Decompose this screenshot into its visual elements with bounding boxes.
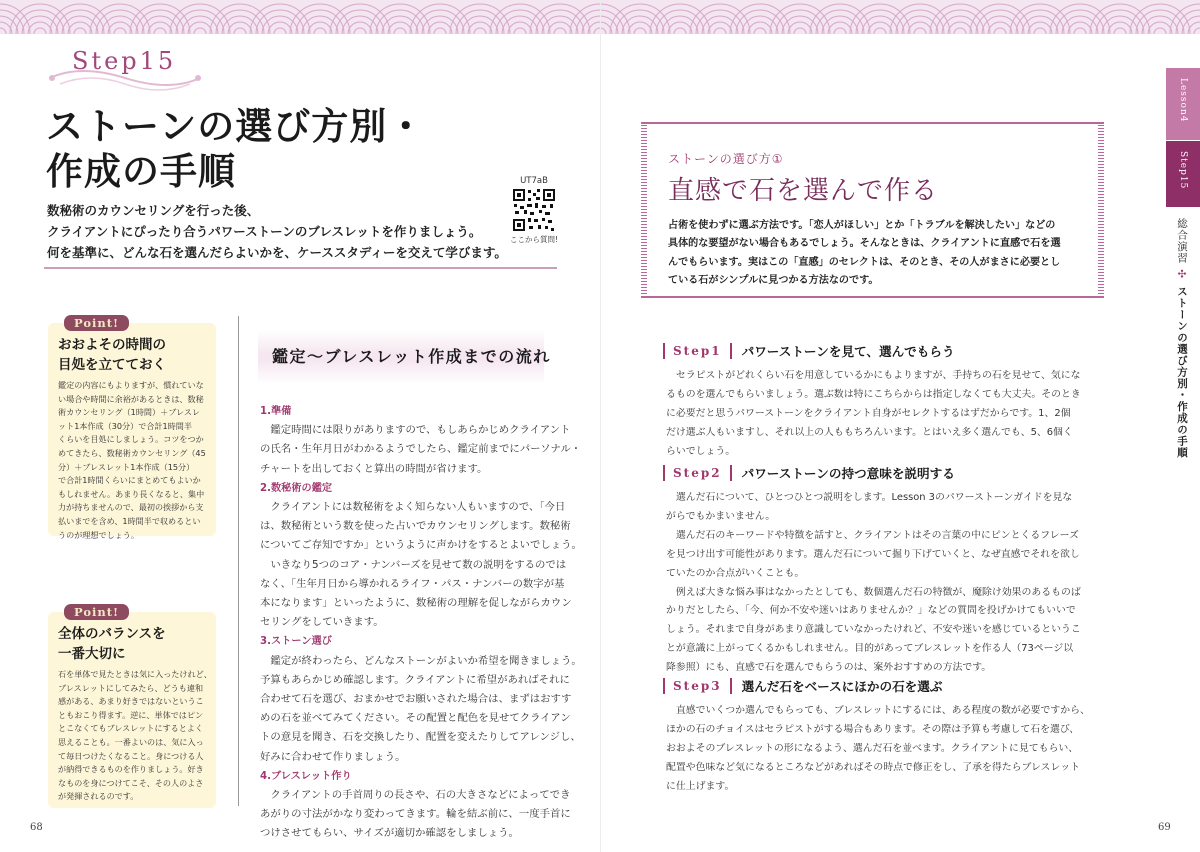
band-ornament — [34, 28, 46, 34]
step-bar — [663, 678, 665, 694]
flow-paragraph-line: は、数秘術という数を使った占いでカウンセリングします。数秘術 — [260, 520, 571, 533]
band-ornament — [62, 16, 98, 34]
intro-text — [47, 200, 507, 263]
step-body-1 — [666, 367, 1106, 462]
band-ornament — [954, 28, 966, 34]
band-ornament — [1194, 28, 1200, 34]
band-ornament — [102, 16, 138, 34]
step-title: パワーストーンを見て、選んでもらう — [741, 344, 955, 359]
band-ornament — [982, 16, 1018, 34]
band-ornament — [1142, 16, 1178, 34]
band-ornament — [794, 28, 806, 34]
page-title-line2: 作成の手順 — [46, 150, 236, 193]
qr-code-id: UT7aB — [520, 176, 548, 186]
step-badge-label: Step15 — [72, 47, 177, 75]
qr-code-icon[interactable] — [512, 188, 556, 232]
method-body-line: 具体的な要望がない場合もあるでしょう。そんなときは、クライアントに直感で石を選 — [668, 238, 1061, 250]
point-body — [58, 379, 206, 542]
step-body-line: 直感でいくつか選んでもらっても、ブレスレットにするには、ある程度の数が必要ですから、 — [666, 705, 1090, 716]
band-ornament — [1102, 16, 1138, 34]
point-body-line: 石を単体で見たときは気に入ったけれど、 — [58, 669, 212, 679]
band-ornament — [514, 28, 526, 34]
method-body-line: 占術を使わずに選ぶ方法です。「恋人がほしい」とか「トラブルを解決したい」などの — [668, 220, 1056, 231]
page-number-right: 69 — [1158, 822, 1171, 833]
band-ornament — [462, 16, 498, 34]
band-ornament — [302, 16, 338, 34]
side-tab-lesson-label: Lesson4 — [1178, 78, 1188, 123]
step-heading-3 — [663, 675, 942, 695]
band-ornament — [502, 16, 538, 34]
band-ornament — [1062, 16, 1098, 34]
point-body-line: ブレスレットにしてみたら、どうも違和 — [58, 682, 204, 693]
side-category: 総合演習 — [1176, 218, 1188, 264]
flow-paragraph-line: トの意見を聞き、石を交換したり、配置を変えたりしてアレンジし、 — [260, 731, 581, 744]
frame-edge — [641, 122, 647, 298]
point-body-line: めてきたら、数秘術カウンセリング（45 — [58, 447, 206, 458]
step-body-line: るものを選んでもらいましょう。選ぶ数は特にこちらからは指定しなくても大丈夫。そのとき — [666, 388, 1081, 400]
point-title-line: 全体のバランスを — [58, 626, 166, 642]
divider — [44, 267, 557, 269]
band-ornament — [194, 28, 206, 34]
step-body-line: セラピストがどれくらい石を用意しているかにもよりますが、手持ちの石を見せて、気にな — [666, 370, 1081, 381]
point-body-line: い場合や時間に余裕があるときは、数秘 — [58, 393, 204, 404]
band-ornament — [1114, 28, 1126, 34]
step-body-line: かりだとしたら、「今、何か不安や迷いはありませんか？」などの質問を投げかけてもいいで — [666, 605, 1076, 617]
step-bar — [730, 343, 732, 359]
side-tab-step-label: Step15 — [1178, 151, 1188, 190]
flow-paragraph-line: クライアントには数秘術をよく知らない人もいますので、「今日 — [260, 501, 566, 514]
band-ornament — [22, 16, 58, 34]
band-ornament — [422, 16, 458, 34]
point-title-line: 一番大切に — [58, 646, 126, 662]
step-bar — [663, 465, 665, 481]
band-ornament — [674, 28, 686, 34]
step-body-3 — [666, 702, 1106, 797]
point-box-balance — [48, 605, 216, 808]
step-body-line: を見つけ出す可能性があります。選んだ石について掘り下げていくと、なぜ直感でそれを欲し — [666, 548, 1080, 560]
step-body-line: しょう。それまで自身があまり意識していなかったけれど、不安や迷いを感じているというこ — [666, 624, 1081, 636]
band-ornament — [394, 28, 406, 34]
flow-section-title: 鑑定〜ブレスレット作成までの流れ — [272, 347, 551, 366]
band-ornament — [782, 16, 818, 34]
step-badge — [40, 44, 210, 96]
band-ornament — [354, 28, 366, 34]
flow-paragraph-line: 鑑定が終わったら、どんなストーンがよいか希望を聞きましょう。 — [260, 654, 582, 667]
flow-paragraph-line: あがりの寸法がかなり変わってきます。輪を結ぶ前に、一度手首に — [260, 808, 571, 821]
step-number: Step2 — [673, 465, 722, 480]
point-body-line: とこなくてもブレスレットにするとよく — [58, 723, 204, 734]
band-ornament — [554, 28, 566, 34]
step-body-line: らいでしょう。 — [666, 445, 736, 457]
frame-edge — [641, 296, 1104, 298]
point-body-line: 感がある、あまり好きではないというこ — [58, 696, 204, 707]
method-body-line: んでもらいます。実はこの「直感」のセレクトは、そのとき、その人がまさに必要とし — [668, 256, 1061, 268]
point-body-line: 分）＋ブレスレット1本作成（15分） — [58, 461, 195, 472]
point-body — [58, 668, 212, 804]
flow-paragraph-line: 予算もあらかじめ確認します。クライアントに希望があればそれに — [260, 673, 570, 686]
flow-paragraph-line: いきなり5つのコア・ナンバーズを見せて数の説明をするのでは — [260, 558, 567, 571]
flow-subheading: 4.ブレスレット作り — [260, 770, 352, 782]
band-ornament — [314, 28, 326, 34]
step-body-line: がらでもかまいません。 — [666, 510, 776, 522]
step-bar — [663, 343, 665, 359]
step-body-line: 例えば大きな悩み事はなかったとしても、数個選んだ石の特徴が、魔除け効果のあるものば — [666, 586, 1081, 598]
flow-paragraph-line: セリングをしていきます。 — [260, 616, 384, 629]
point-body-line: なものを身につけてこそ、その人のよさ — [58, 777, 204, 788]
step-number: Step1 — [673, 343, 722, 358]
band-ornament — [182, 16, 218, 34]
ornament-icon: ✣ — [1176, 268, 1188, 282]
flow-paragraph-line: なく、「生年月日から導かれるライフ・パス・ナンバーの数字が基 — [260, 577, 565, 590]
side-tab-step[interactable] — [1166, 141, 1200, 207]
step-body-2 — [666, 489, 1106, 678]
point-body-line: くらいを目処にしましょう。コツをつか — [58, 434, 204, 445]
flow-paragraph-line: の氏名・生年月日がわかるようでしたら、鑑定前までにパーソナル・ — [260, 443, 582, 456]
band-ornament — [382, 16, 418, 34]
band-ornament — [114, 28, 126, 34]
point-box-time — [48, 316, 216, 540]
band-ornament — [274, 28, 286, 34]
band-ornament — [222, 16, 258, 34]
step-body-line: に仕上げます。 — [666, 780, 735, 792]
band-ornament — [634, 28, 646, 34]
intro-line: 何を基準に、どんな石を選んだらよいかを、ケーススタディーを交えて学びます。 — [47, 245, 507, 260]
point-body-line: で合計1時間くらいにまとめてもよいか — [58, 475, 201, 486]
page-title-line1: ストーンの選び方別・ — [46, 105, 426, 148]
band-ornament — [994, 28, 1006, 34]
band-ornament — [902, 16, 938, 34]
point-body-line: もしれません。あまり長くなると、集中 — [58, 488, 205, 499]
band-ornament — [742, 16, 778, 34]
point-body-line: 鑑定の内容にもよりますが、慣れていな — [58, 380, 204, 390]
point-title — [58, 624, 206, 664]
flow-paragraph-line: 鑑定時間には限りがありますので、もしあらかじめクライアント — [260, 424, 571, 437]
step-title: パワーストーンの持つ意味を説明する — [741, 466, 955, 481]
band-ornament — [754, 28, 766, 34]
method-title: 直感で石を選んで作る — [668, 176, 939, 206]
flow-subheading: 3.ストーン選び — [260, 636, 332, 648]
band-ornament — [714, 28, 726, 34]
method-label: ストーンの選び方① — [668, 152, 784, 166]
step-body-line: とが意識に上がってくるかもしれません。目的があってブレスレットを作る人（73ページ以 — [666, 643, 1074, 655]
band-ornament — [1034, 28, 1046, 34]
qr-code-block[interactable] — [507, 176, 561, 245]
point-body-line: ともおこり得ます。逆に、単体ではピン — [58, 709, 204, 720]
flow-paragraph-line: 好みに合わせて作りましょう。 — [260, 750, 406, 763]
flow-paragraph-line: クライアントの手首周りの長さや、石の大きさなどによってでき — [260, 789, 571, 802]
flow-paragraph-line: めの石を並べてみてください。その配置と配色を見せてクライアン — [260, 712, 571, 725]
frame-edge — [641, 122, 1104, 124]
band-ornament — [542, 16, 578, 34]
band-ornament — [1074, 28, 1086, 34]
point-title — [58, 335, 206, 375]
step-body-line: おおよそのブレスレットの形になるよう、選んだ石を並べます。クライアントに見てもらい、 — [666, 742, 1079, 754]
flow-paragraph-line: 本になります」といったように、数秘術の理解を促しながらカウン — [260, 597, 572, 610]
flow-paragraph-line: つけさせてもらい、サイズが適切か確認をしましょう。 — [260, 827, 519, 840]
qr-caption: ここから質問! — [509, 235, 558, 244]
band-ornament — [914, 28, 926, 34]
band-ornament — [874, 28, 886, 34]
intro-line: 数秘術のカウンセリングを行った後、 — [47, 203, 260, 218]
band-ornament — [622, 16, 658, 34]
point-body-line: が発揮されるのです。 — [58, 791, 139, 802]
band-ornament — [1022, 16, 1058, 34]
band-ornament — [234, 28, 246, 34]
step-heading-2 — [663, 462, 955, 482]
step-body-line: だけ選ぶ人もいますし、それ以上の人ももちろんいます。とはいえ多く選んでも、5、6個く — [666, 426, 1073, 438]
point-title-line: 目処を立てておく — [58, 357, 166, 373]
flow-subheading: 2.数秘術の鑑定 — [260, 482, 333, 494]
step-body-line: ていたのか合点がいくことも。 — [666, 567, 805, 579]
point-body-line: が納得できるものを作りましょう。好き — [58, 764, 204, 775]
side-running-title — [1175, 218, 1190, 458]
band-ornament — [1154, 28, 1166, 34]
step-title: 選んだ石をベースにほかの石を選ぶ — [741, 679, 943, 694]
side-title: ストーンの選び方別・作成の手順 — [1176, 285, 1188, 459]
flow-paragraph-line: チャートを出しておくと算出の時間が省けます。 — [260, 462, 488, 475]
point-body-line: 払いまでを含め、1時間半で収めるとい — [58, 515, 201, 526]
step-body-line: 選んだ石のキーワードや特徴を話すと、クライアントはその言葉の中にピンとくるフレーズ — [666, 529, 1079, 541]
column-divider — [238, 316, 239, 806]
step-bar — [730, 465, 732, 481]
step-body-line: 配置や色味など気になるところなどがあればその時点で修正をし、了承を得たらブレスレット — [666, 761, 1080, 773]
flow-section-body — [260, 402, 582, 844]
band-ornament — [0, 28, 6, 34]
point-body-line: て毎日つけたくなること。身につける人 — [58, 750, 204, 761]
band-ornament — [142, 16, 178, 34]
method-box — [641, 122, 1104, 298]
band-ornament — [822, 16, 858, 34]
band-ornament — [262, 16, 298, 34]
band-ornament — [834, 28, 846, 34]
page-number-left: 68 — [30, 822, 43, 833]
step-body-line: に必要だと思うパワーストーンをクライアント自身がセレクトするはずだからです。1、2個 — [666, 407, 1071, 419]
band-ornament — [154, 28, 166, 34]
band-ornament — [474, 28, 486, 34]
flow-subheading: 1.準備 — [260, 406, 292, 417]
step-body-line: ほかの石のチョイスはセラピストがする場合もあります。その際は予算も考慮して石を選び、 — [666, 723, 1080, 735]
point-body-line: 術カウンセリング（1時間）＋ブレスレ — [58, 407, 201, 418]
point-body-line: 力が持ちませんので、最初の挨拶から支 — [58, 502, 204, 513]
point-title-line: おおよその時間の — [58, 337, 166, 353]
page-title — [46, 104, 425, 194]
flow-paragraph-line: 合わせて石を選び、おまかせでお願いされた場合は、まずはおすす — [260, 693, 572, 706]
intro-line: クライアントにぴったり合うパワーストーンのブレスレットを作りましょう。 — [47, 224, 482, 239]
point-body-line: 思えることも。一番よいのは、気に入っ — [58, 736, 204, 747]
band-ornament — [0, 16, 18, 34]
point-badge: Point! — [64, 604, 129, 620]
band-ornament — [942, 16, 978, 34]
side-tab-lesson[interactable] — [1166, 68, 1200, 140]
step-bar — [730, 678, 732, 694]
frame-edge — [1098, 122, 1104, 298]
flow-section-header — [258, 330, 551, 384]
step-heading-1 — [663, 340, 955, 360]
band-ornament — [434, 28, 446, 34]
step-body-line: 降参照）にも、直感で石を選んでもらうのは、案外おすすめの方法です。 — [666, 662, 992, 674]
band-ornament — [1182, 16, 1200, 34]
flow-paragraph-line: についてご存知ですか」というように声かけをするとよいでしょう。 — [260, 539, 582, 552]
band-ornament — [342, 16, 378, 34]
step-number: Step3 — [673, 678, 722, 693]
band-ornament — [662, 16, 698, 34]
band-ornament — [74, 28, 86, 34]
band-ornament — [702, 16, 738, 34]
method-body — [668, 217, 1088, 290]
step-body-line: 選んだ石について、ひとつひとつ説明をします。Lesson 3のパワーストーンガイドを見な — [666, 492, 1073, 503]
point-body-line: ット1本作成（30分）で合計1時間半 — [58, 420, 192, 431]
method-body-line: ている石がシンプルに見つかる方法なのです。 — [668, 274, 879, 286]
point-body-line: うのが理想でしょう。 — [58, 529, 139, 540]
band-ornament — [862, 16, 898, 34]
page-gutter — [600, 0, 601, 852]
point-badge: Point! — [64, 315, 129, 331]
